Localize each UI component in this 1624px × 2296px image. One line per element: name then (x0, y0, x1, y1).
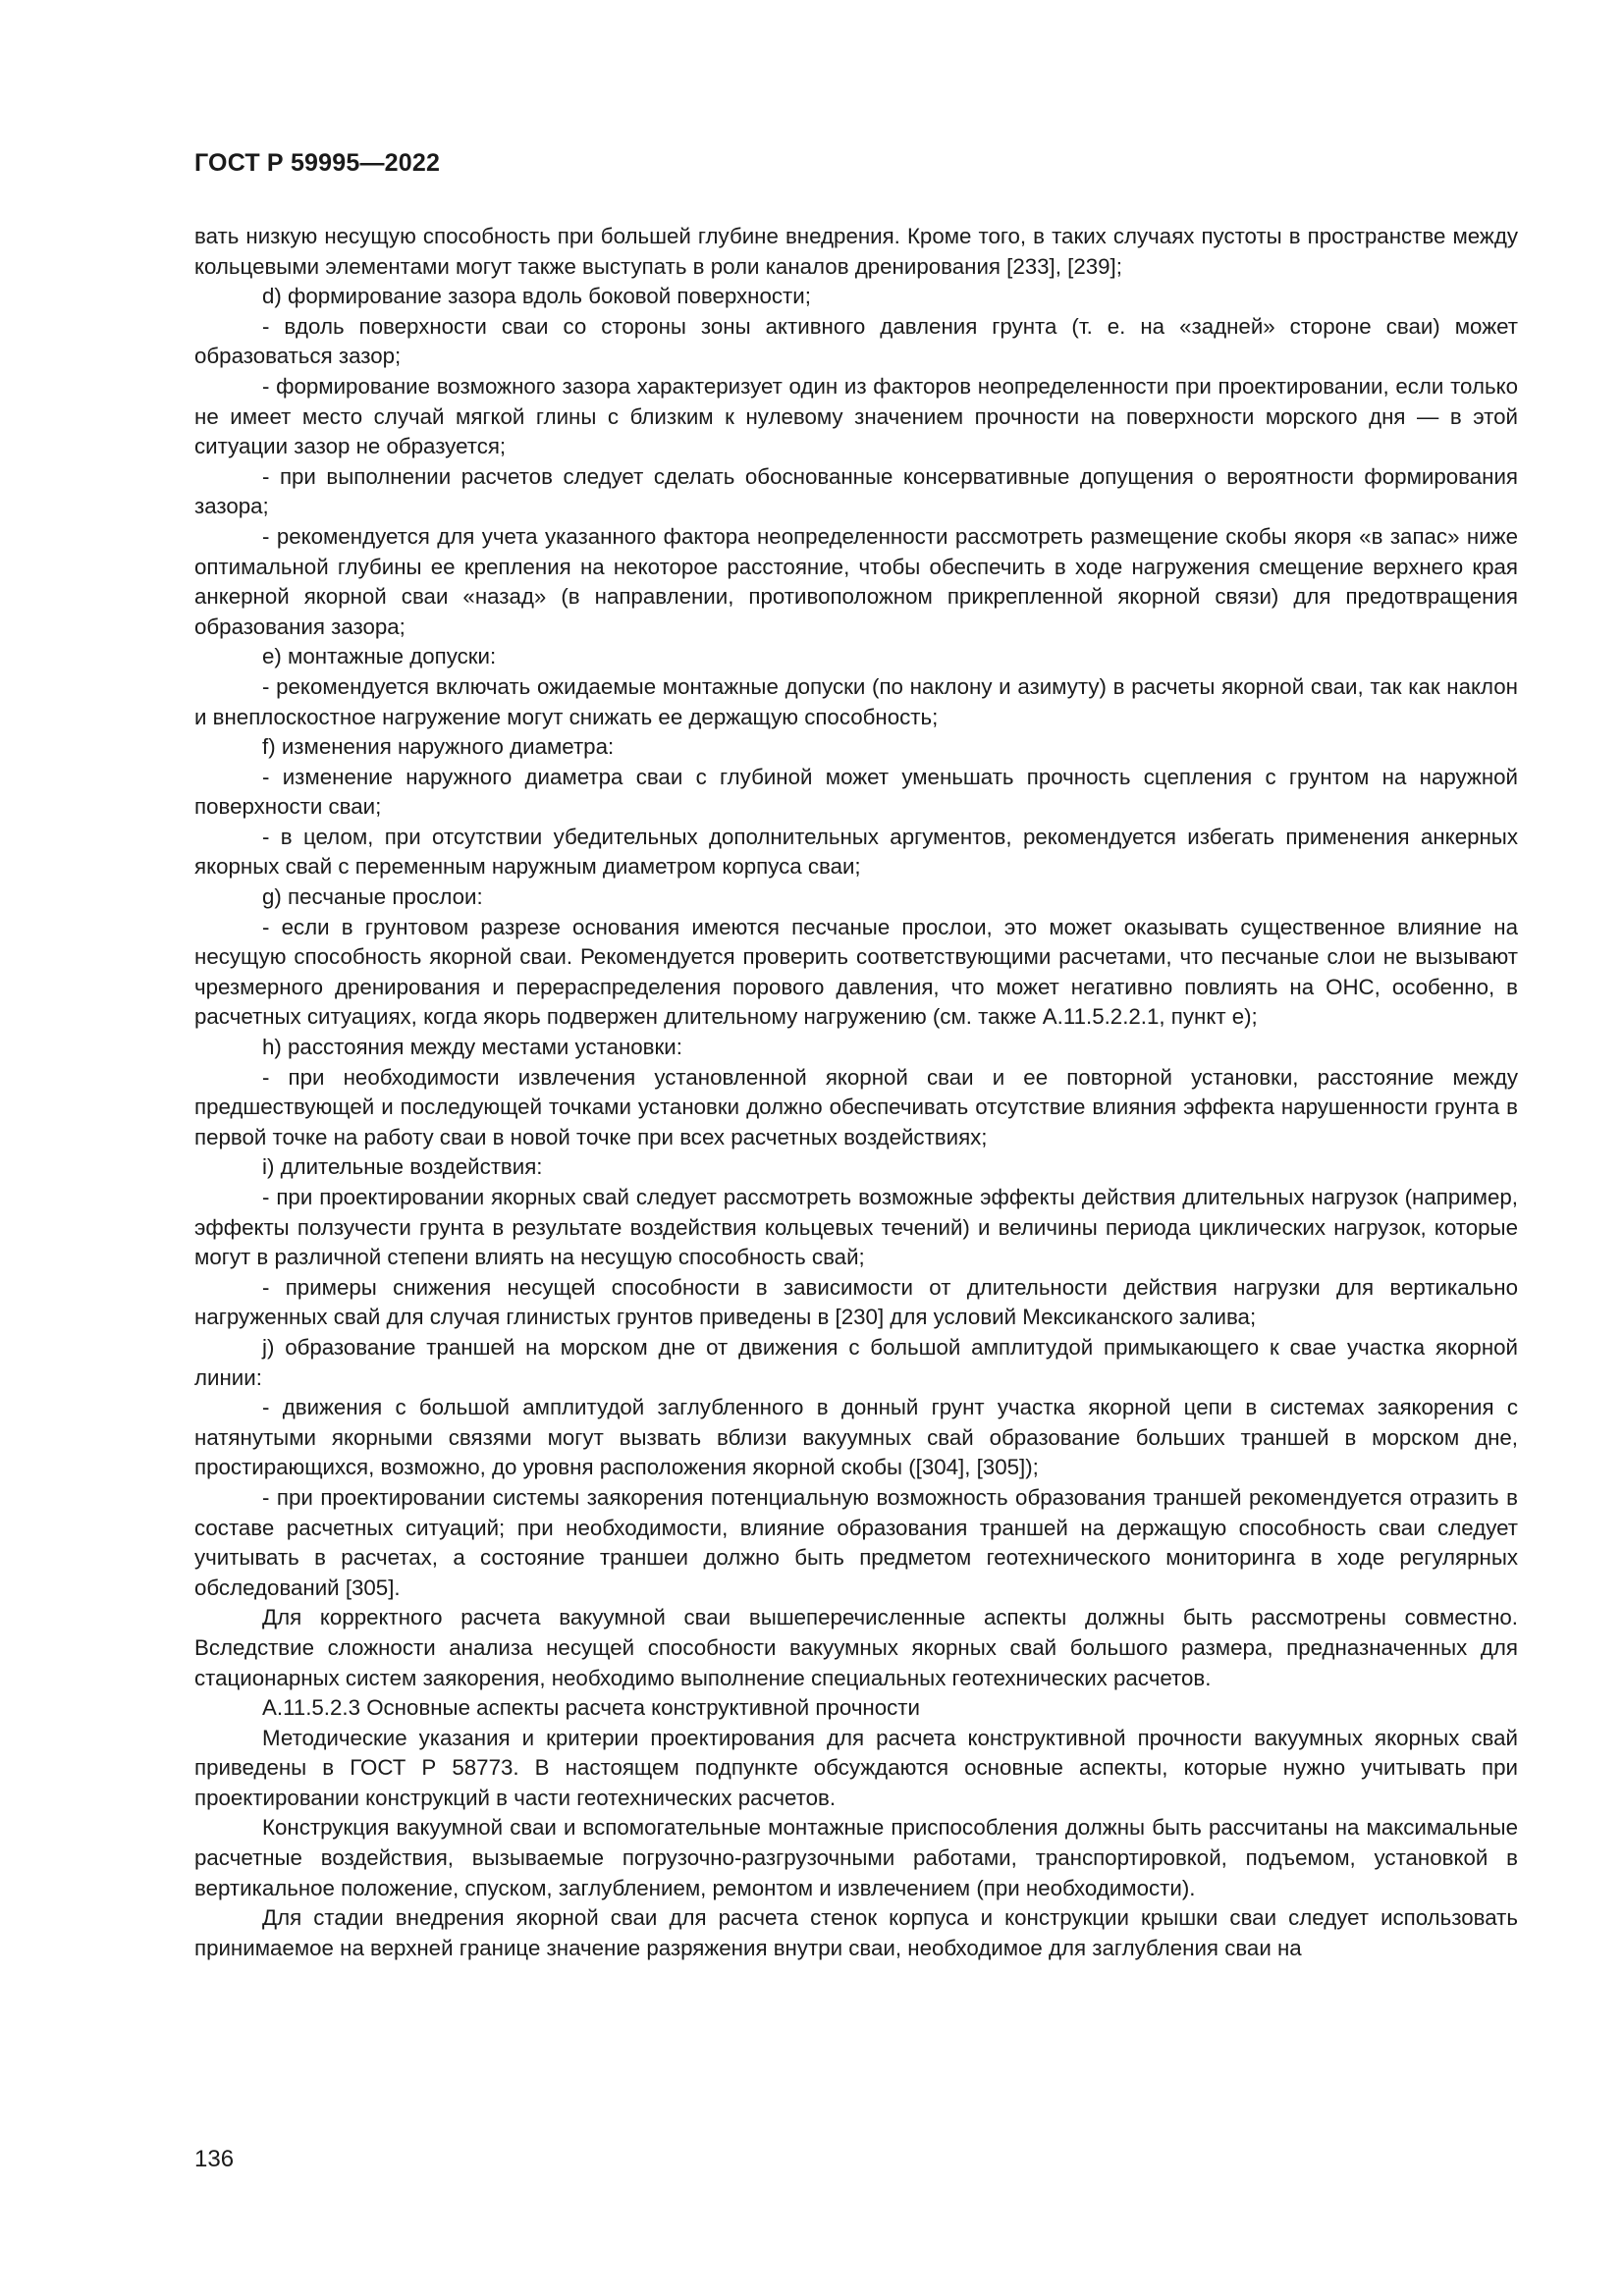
paragraph: - при проектировании системы заякорения потенциальную возможность образования траншей рекомендуется отразить в составе расчетных ситуаций; при необходимости, влияние образования траншей на держащую способность сваи следует учитывать в расчетах, а состояние траншеи должно быть предметом геотехнического мониторинга в ходе регулярных обследований [305]. (194, 1484, 1518, 1600)
paragraph: - вдоль поверхности сваи со стороны зоны активного давления грунта (т. е. на «задней» стороне сваи) может образоваться зазор; (194, 313, 1518, 369)
paragraph: Конструкция вакуумной сваи и вспомогательные монтажные приспособления должны быть рассчитаны на максимальные расчетные воздействия, вызываемые погрузочно-разгрузочными работами, транспортировкой, подъемом, установкой в вертикальное положение, спуском, заглублением, ремонтом и извлечением (при необходимости). (194, 1815, 1518, 1900)
paragraph: Для стадии внедрения якорной сваи для расчета стенок корпуса и конструкции крышки сваи следует использовать принимаемое на верхней границе значение разряжения внутри сваи, необходимое для заглубления сваи на (194, 1905, 1518, 1960)
paragraph: - движения с большой амплитудой заглубленного в донный грунт участка якорной цепи в системах заякорения с натянутыми якорными связями могут вызвать вблизи вакуумных свай образование больших траншей в морском дне, простирающихся, возможно, до уровня расположения якорной скобы ([304], [305]); (194, 1395, 1518, 1480)
paragraph: вать низкую несущую способность при большей глубине внедрения. Кроме того, в таких случаях пустоты в пространстве между кольцевыми элементами могут также выступать в роли каналов дренирования [233], [239]; (194, 224, 1518, 279)
paragraph: - в целом, при отсутствии убедительных дополнительных аргументов, рекомендуется избегать применения анкерных якорных свай с переменным наружным диаметром корпуса сваи; (194, 824, 1518, 880)
paragraph: h) расстояния между местами установки: (262, 1035, 682, 1060)
paragraph: - примеры снижения несущей способности в зависимости от длительности действия нагрузки для вертикально нагруженных свай для случая глинистых грунтов приведены в [230] для условий Мексиканского залива; (194, 1274, 1518, 1330)
paragraph: А.11.5.2.3 Основные аспекты расчета конструктивной прочности (262, 1695, 920, 1721)
document-header: ГОСТ Р 59995—2022 (194, 149, 441, 177)
paragraph: - формирование возможного зазора характеризует один из факторов неопределенности при проектировании, если только не имеет место случай мягкой глины с близким к нулевому значением прочности на поверхности морского дня — в этой ситуации зазор не образуется; (194, 373, 1518, 459)
paragraph: g) песчаные прослои: (262, 884, 483, 910)
document-body (194, 222, 1518, 1963)
paragraph: Методические указания и критерии проектирования для расчета конструктивной прочности вакуумных якорных свай приведены в ГОСТ Р 58773. В настоящем подпункте обсуждаются основные аспекты, которые нужно учитывать при проектировании конструкций в части геотехнических расчетов. (194, 1725, 1518, 1810)
paragraph: - изменение наружного диаметра сваи с глубиной может уменьшать прочность сцепления с грунтом на наружной поверхности сваи; (194, 764, 1518, 820)
paragraph: i) длительные воздействия: (262, 1154, 543, 1180)
paragraph: - рекомендуется включать ожидаемые монтажные допуски (по наклону и азимуту) в расчеты якорной сваи, так как наклон и внеплоскостное нагружение могут снижать ее держащую способность; (194, 673, 1518, 729)
paragraph: - если в грунтовом разрезе основания имеются песчаные прослои, это может оказывать существенное влияние на несущую способность якорной сваи. Рекомендуется проверить соответствующими расчетами, что песчаные слои не вызывают чрезмерного дренирования и перераспределения порового давления, что может негативно повлиять на ОНС, особенно, в расчетных ситуациях, когда якорь подвержен длительному нагружению (см. также А.11.5.2.2.1, пункт е); (194, 914, 1518, 1030)
page-number: 136 (194, 2146, 235, 2172)
paragraph: j) образование траншей на морском дне от движения с большой амплитудой примыкающего к свае участка якорной линии: (194, 1334, 1518, 1390)
paragraph: - при необходимости извлечения установленной якорной сваи и ее повторной установки, расстояние между предшествующей и последующей точками установки должно обеспечивать отсутствие влияния эффекта нарушенности грунта в первой точке на работу сваи в новой точке при всех расчетных воздействиях; (194, 1064, 1518, 1149)
paragraph: d) формирование зазора вдоль боковой поверхности; (262, 284, 811, 309)
paragraph: - рекомендуется для учета указанного фактора неопределенности рассмотреть размещение скобы якоря «в запас» ниже оптимальной глубины ее крепления на некоторое расстояние, чтобы обеспечить в ходе нагружения смещение верхнего края анкерной якорной сваи «назад» (в направлении, противоположном прикрепленной якорной связи) для предотвращения образования зазора; (194, 523, 1518, 639)
paragraph: e) монтажные допуски: (262, 644, 497, 669)
paragraph: Для корректного расчета вакуумной сваи вышеперечисленные аспекты должны быть рассмотрены совместно. Вследствие сложности анализа несущей способности вакуумных якорных свай большого размера, предназначенных для стационарных систем заякорения, необходимо выполнение специальных геотехнических расчетов. (194, 1605, 1518, 1690)
paragraph: - при выполнении расчетов следует сделать обоснованные консервативные допущения о вероятности формирования зазора; (194, 463, 1518, 519)
paragraph: - при проектировании якорных свай следует рассмотреть возможные эффекты действия длительных нагрузок (например, эффекты ползучести грунта в результате воздействия кольцевых течений) и величины периода циклических нагрузок, которые могут в различной степени влиять на несущую способность свай; (194, 1185, 1518, 1270)
paragraph: f) изменения наружного диаметра: (262, 734, 615, 760)
